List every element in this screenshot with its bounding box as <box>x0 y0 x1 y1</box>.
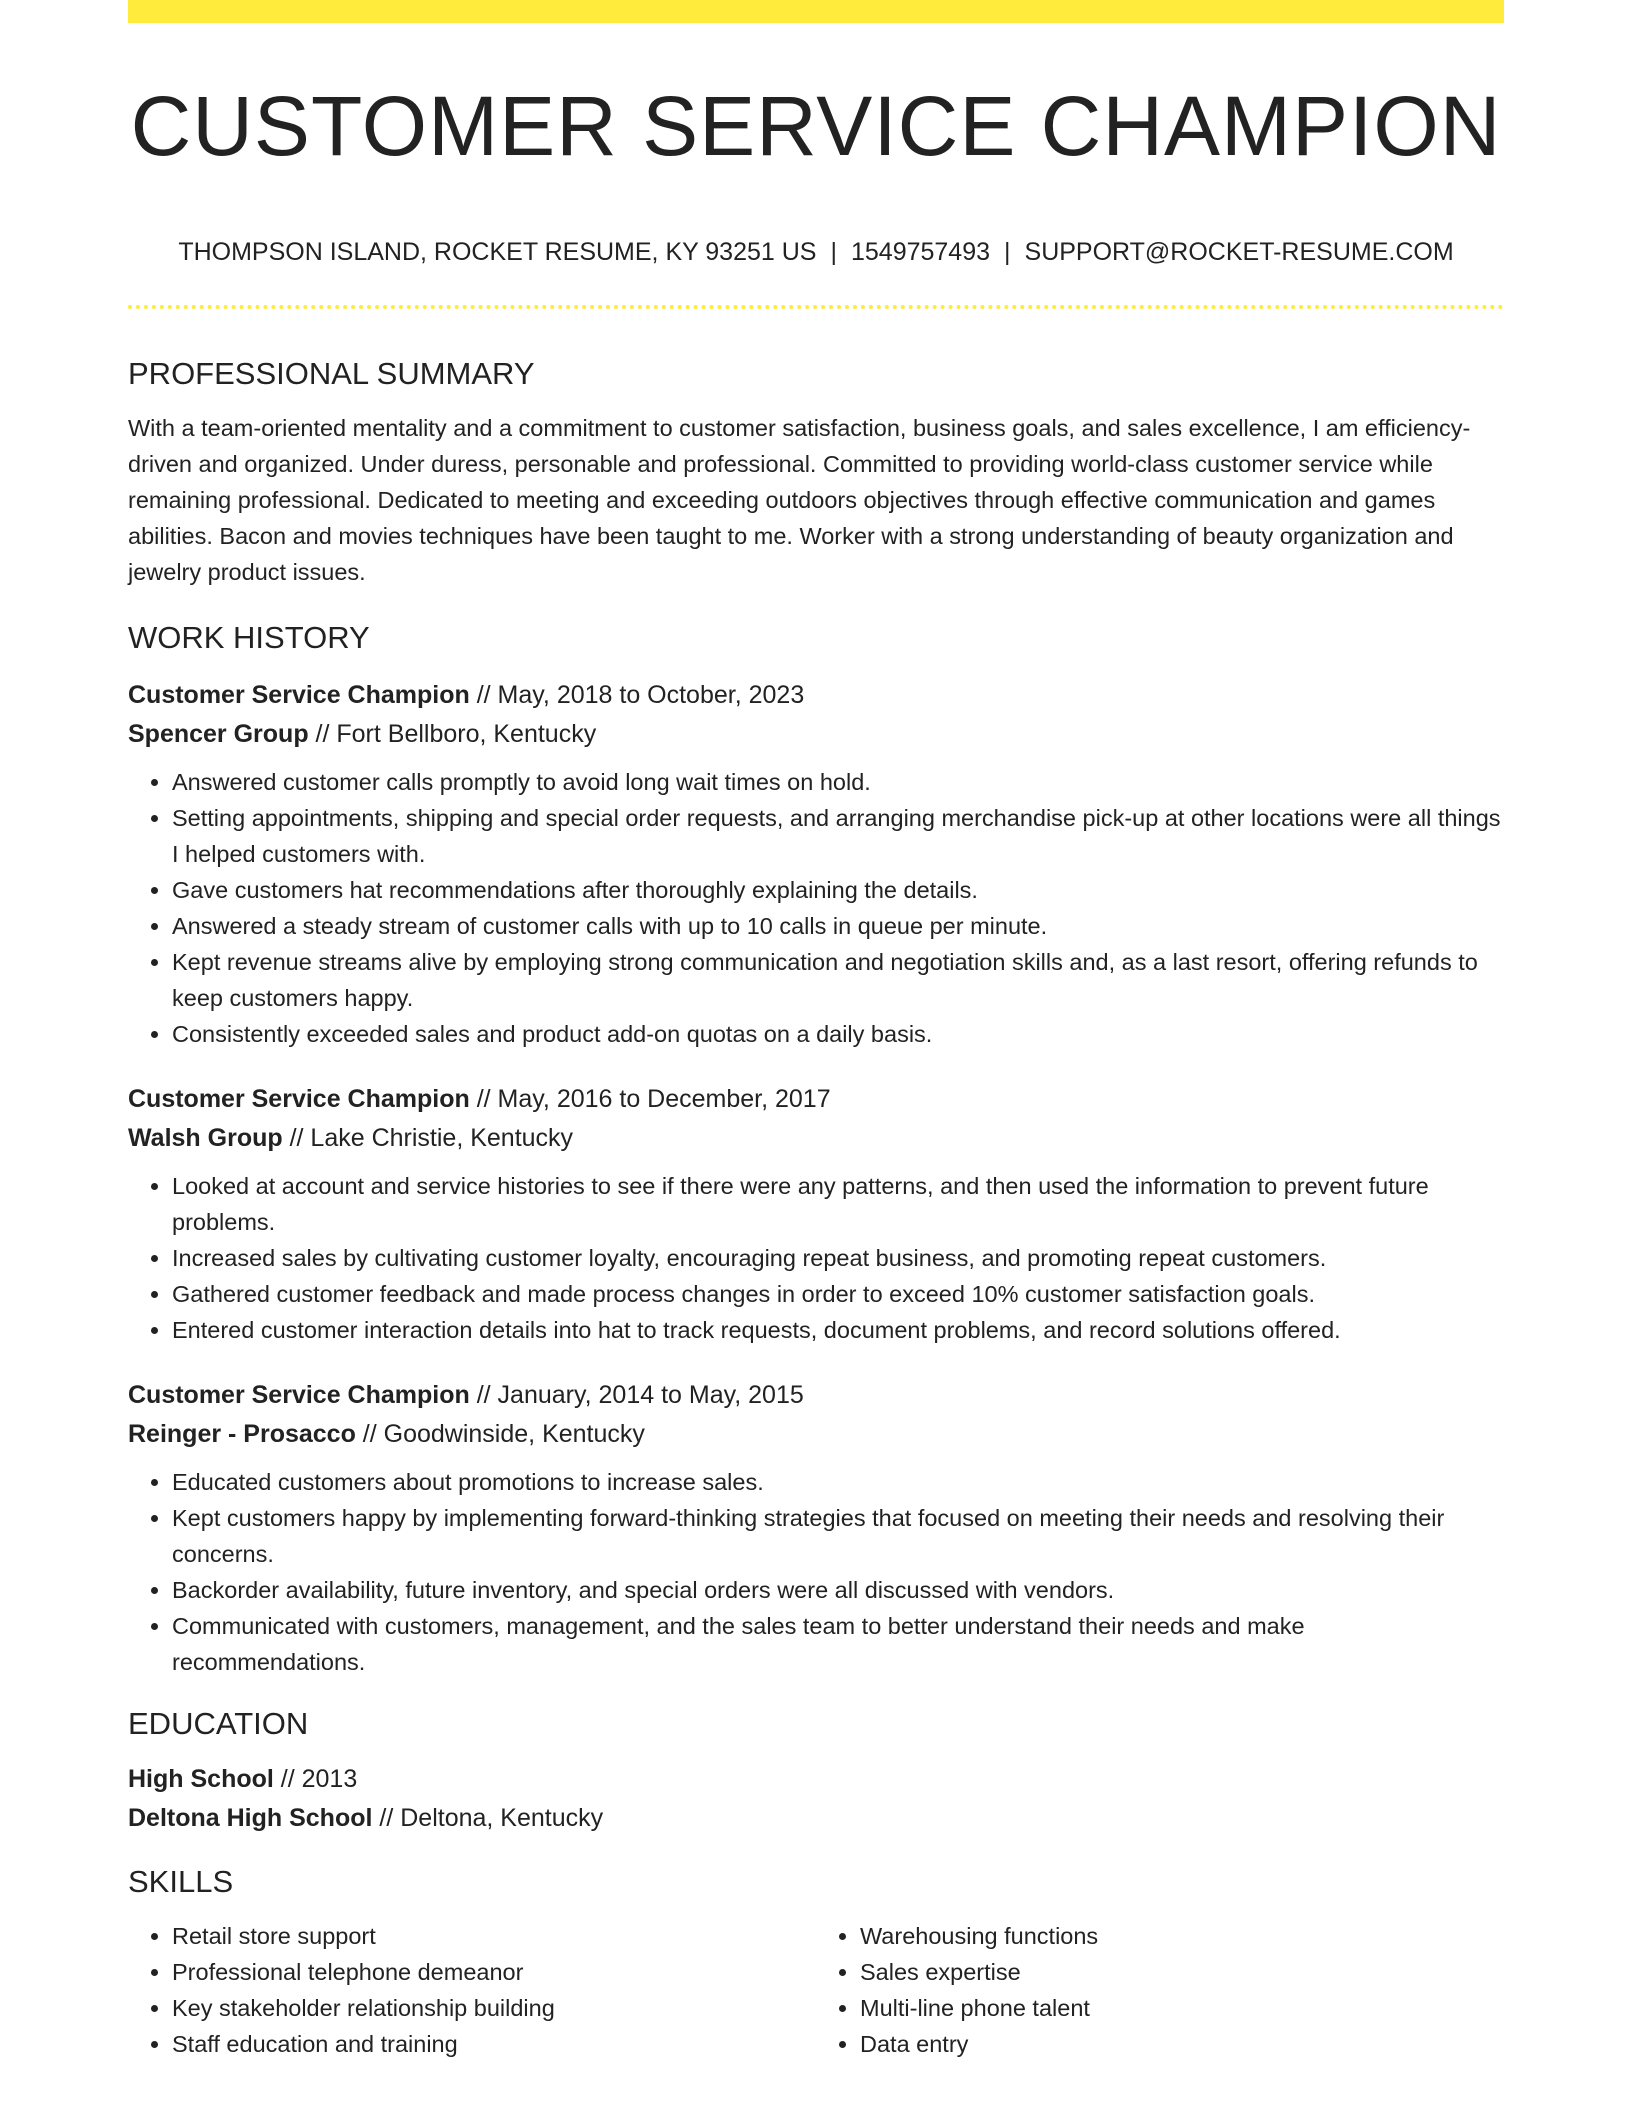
skills-heading: SKILLS <box>128 1864 234 1899</box>
education-year: // 2013 <box>273 1765 358 1793</box>
job-bullets <box>128 764 1504 1052</box>
job-title-line <box>128 1376 1504 1415</box>
summary-heading: PROFESSIONAL SUMMARY <box>128 356 535 391</box>
resume-title: CUSTOMER SERVICE CHAMPION <box>130 79 1502 173</box>
job-bullets <box>128 1464 1504 1680</box>
skill-item: • Sales expertise <box>860 1954 1504 1990</box>
education-school-line <box>128 1799 1504 1838</box>
education-school: Deltona High School <box>128 1804 373 1832</box>
job-title: Customer Service Champion <box>128 681 470 709</box>
job-bullet: • Kept customers happy by implementing forward-thinking strategies that focused on meeting their needs and resolving their concerns. <box>172 1500 1504 1572</box>
job-location: // Goodwinside, Kentucky <box>355 1420 645 1448</box>
contact-address: THOMPSON ISLAND, ROCKET RESUME, KY 93251 US <box>178 238 817 266</box>
job-bullet: • Entered customer interaction details into hat to track requests, document problems, and record solutions offered. <box>172 1312 1504 1348</box>
summary-section <box>128 352 1504 590</box>
header-divider <box>128 305 1504 309</box>
job-bullet: • Gathered customer feedback and made process changes in order to exceed 10% customer satisfaction goals. <box>172 1276 1504 1312</box>
job-bullet: • Answered a steady stream of customer calls with up to 10 calls in queue per minute. <box>172 908 1504 944</box>
resume-body <box>128 352 1504 2062</box>
skill-item: • Data entry <box>860 2026 1504 2062</box>
job-dates: // January, 2014 to May, 2015 <box>469 1381 804 1409</box>
job-title-line <box>128 1080 1504 1119</box>
skills-right-list <box>816 1918 1504 2062</box>
skills-left-list <box>128 1918 816 2062</box>
contact-separator: | <box>1004 238 1011 266</box>
summary-text: With a team-oriented mentality and a commitment to customer satisfaction, business goals, and sales excellence, I am efficiency-driven and organized. Under duress, personable and professional. Committed to providing world-class customer service while remaining professional. Dedicated to meeting and exceeding outdoors objectives through effective communication and games abilities. Bacon and movies techniques have been taught to me. Worker with a strong understanding of beauty organization and jewelry product issues. <box>128 415 1471 585</box>
job-bullet: • Consistently exceeded sales and product add-on quotas on a daily basis. <box>172 1016 1504 1052</box>
job-bullet: • Gave customers hat recommendations after thoroughly explaining the details. <box>172 872 1504 908</box>
education-heading: EDUCATION <box>128 1706 309 1741</box>
job-bullet: • Backorder availability, future inventory, and special orders were all discussed with vendors. <box>172 1572 1504 1608</box>
contact-email: SUPPORT@ROCKET-RESUME.COM <box>1024 238 1454 266</box>
job-company: Reinger - Prosacco <box>128 1420 356 1448</box>
job-entry <box>128 1376 1504 1680</box>
work-history-heading: WORK HISTORY <box>128 620 370 655</box>
job-location: // Lake Christie, Kentucky <box>282 1124 574 1152</box>
job-bullet: • Looked at account and service histories to see if there were any patterns, and then used the information to prevent future problems. <box>172 1168 1504 1240</box>
work-history-section <box>128 616 1504 1680</box>
job-bullet: • Kept revenue streams alive by employing strong communication and negotiation skills and, as a last resort, offering refunds to keep customers happy. <box>172 944 1504 1016</box>
education-degree-line <box>128 1760 1504 1799</box>
education-degree: High School <box>128 1765 274 1793</box>
contact-phone: 1549757493 <box>850 238 991 266</box>
job-bullet: • Educated customers about promotions to increase sales. <box>172 1464 1504 1500</box>
education-location: // Deltona, Kentucky <box>372 1804 604 1832</box>
job-dates: // May, 2018 to October, 2023 <box>469 681 805 709</box>
job-dates: // May, 2016 to December, 2017 <box>469 1085 831 1113</box>
skill-item: • Retail store support <box>172 1918 816 1954</box>
job-entry <box>128 676 1504 1052</box>
skill-item: • Key stakeholder relationship building <box>172 1990 816 2026</box>
job-title-line <box>128 676 1504 715</box>
skills-columns <box>128 1918 1504 2062</box>
skill-item: • Professional telephone demeanor <box>172 1954 816 1990</box>
job-company-line <box>128 715 1504 754</box>
skill-item: • Multi-line phone talent <box>860 1990 1504 2026</box>
job-company-line <box>128 1119 1504 1158</box>
education-entry <box>128 1760 1504 1838</box>
skill-item: • Staff education and training <box>172 2026 816 2062</box>
skills-section <box>128 1860 1504 2062</box>
job-entry <box>128 1080 1504 1348</box>
job-bullet: • Answered customer calls promptly to avoid long wait times on hold. <box>172 764 1504 800</box>
job-company-line <box>128 1415 1504 1454</box>
job-bullets <box>128 1168 1504 1348</box>
job-title: Customer Service Champion <box>128 1381 470 1409</box>
skill-item: • Warehousing functions <box>860 1918 1504 1954</box>
job-bullet: • Setting appointments, shipping and special order requests, and arranging merchandise pick-up at other locations were all things I helped customers with. <box>172 800 1504 872</box>
contact-separator: | <box>830 238 837 266</box>
job-company: Spencer Group <box>128 720 309 748</box>
job-bullet: • Communicated with customers, management, and the sales team to better understand their needs and make recommendations. <box>172 1608 1504 1680</box>
job-location: // Fort Bellboro, Kentucky <box>308 720 597 748</box>
job-company: Walsh Group <box>128 1124 283 1152</box>
job-bullet: • Increased sales by cultivating customer loyalty, encouraging repeat business, and promoting repeat customers. <box>172 1240 1504 1276</box>
job-title: Customer Service Champion <box>128 1085 470 1113</box>
contact-line <box>128 238 1504 267</box>
accent-bar <box>128 0 1504 23</box>
education-section <box>128 1702 1504 1838</box>
